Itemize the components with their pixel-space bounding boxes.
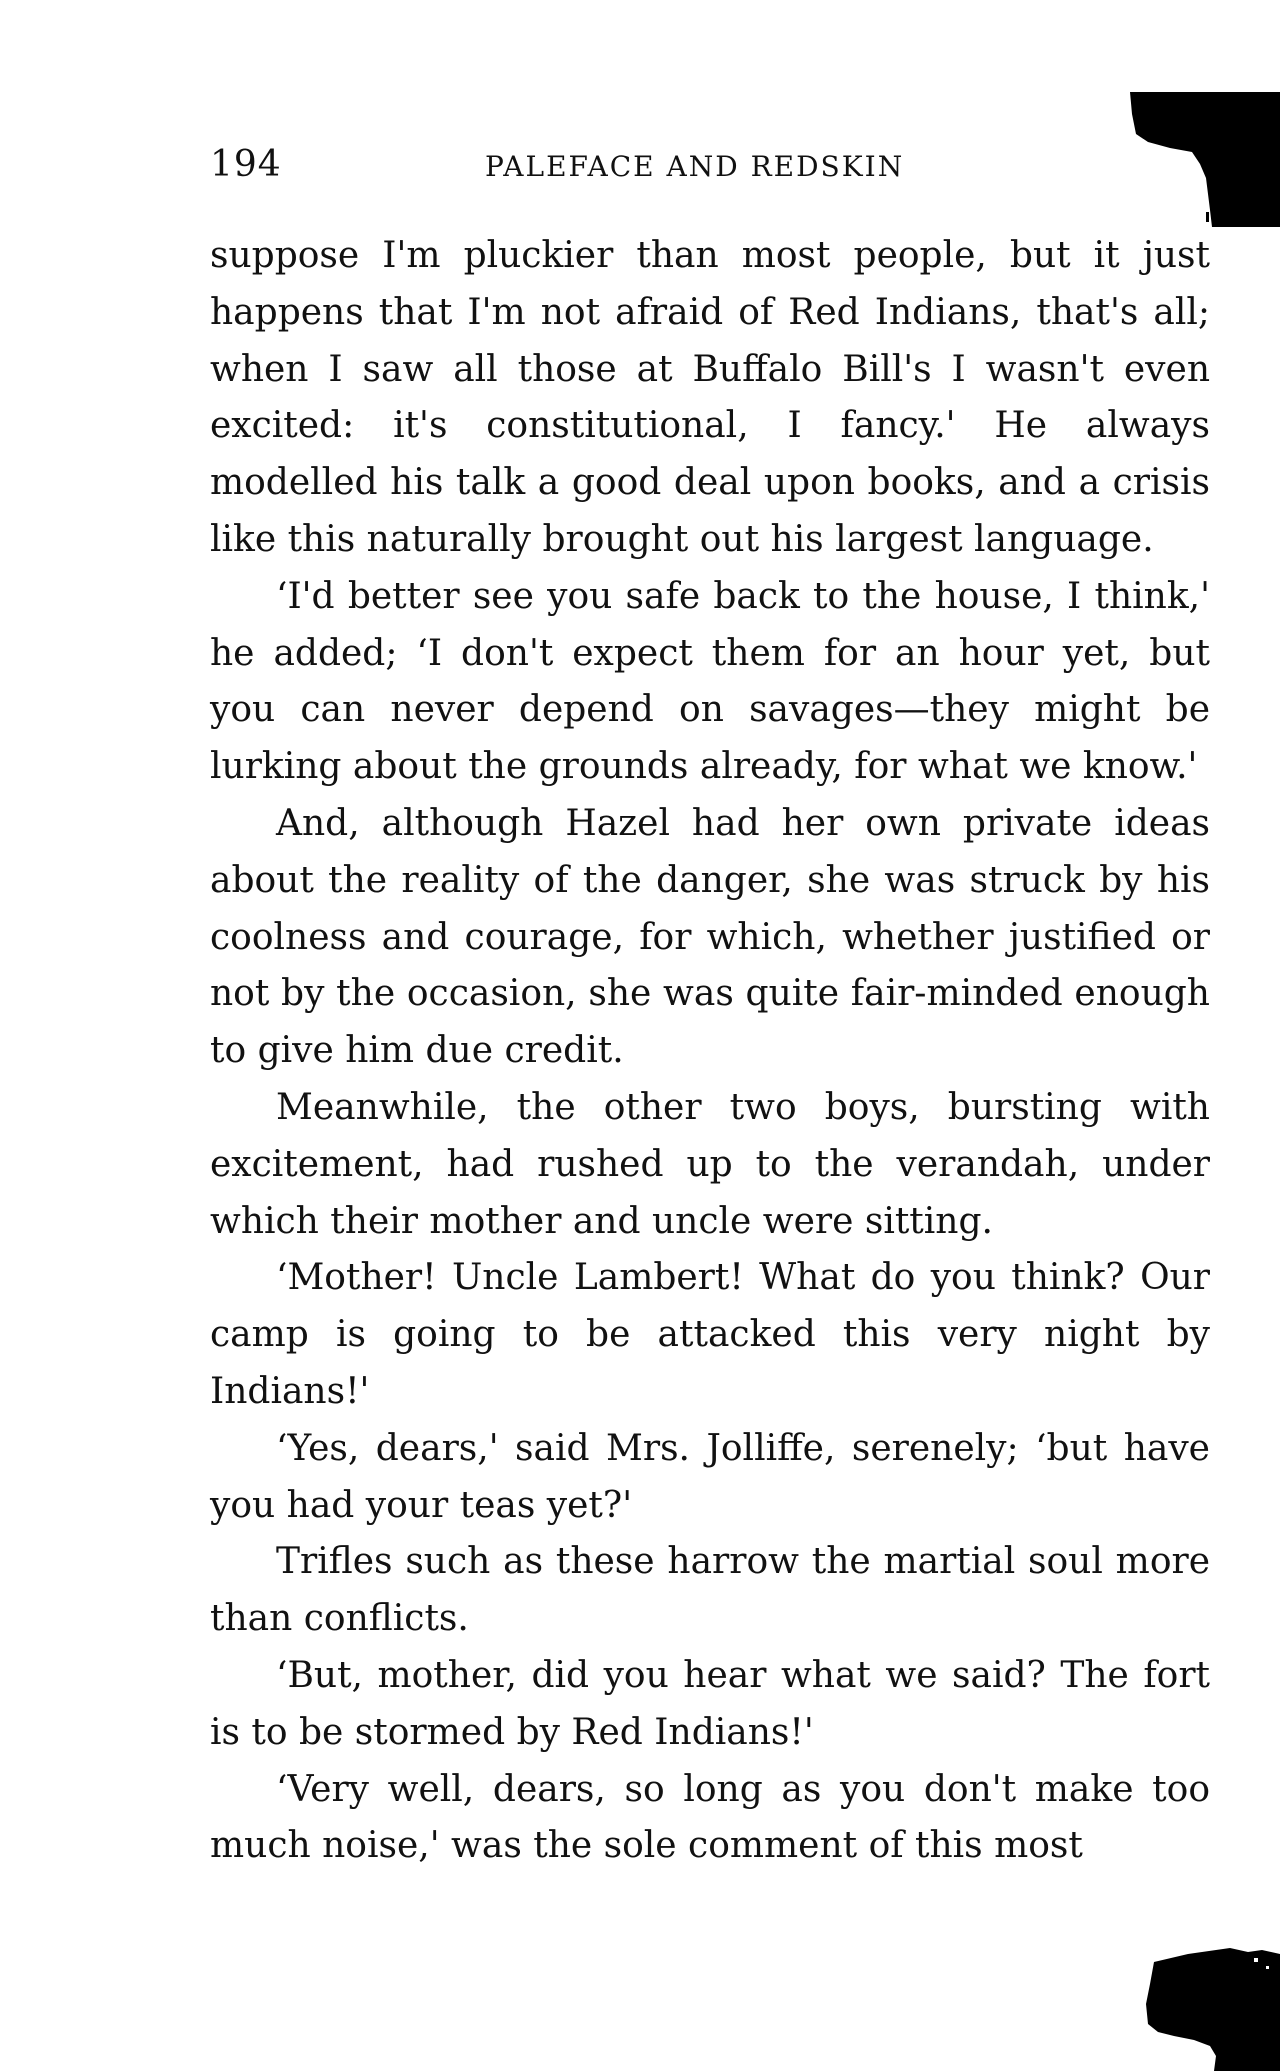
running-title: PALEFACE AND REDSKIN: [485, 150, 905, 183]
paragraph: Trifles such as these harrow the martial soul more than conflicts.: [210, 1541, 1210, 1640]
paragraph: ‘Yes, dears,' said Mrs. Jolliffe, serenely; ‘but have you had your teas yet?': [210, 1427, 1210, 1526]
paragraph: And, although Hazel had her own private ideas about the reality of the danger, she was struck by his coolness and courage, for which, whether justified or not by the occasion, she was quite fair-minded enough to give him due credit.: [210, 802, 1210, 1072]
page-number: 194: [210, 144, 282, 185]
paragraph: Meanwhile, the other two boys, bursting with excitement, had rushed up to the verandah, under which their mother and uncle were sitting.: [210, 1086, 1210, 1242]
paragraph: ‘Mother! Uncle Lambert! What do you think? Our camp is going to be attacked this very night by Indians!': [210, 1257, 1210, 1412]
scan-artifact-top: [1130, 92, 1280, 227]
running-head: [210, 140, 1210, 190]
paragraph: ‘But, mother, did you hear what we said? The fort is to be stormed by Red Indians!': [210, 1654, 1210, 1753]
paragraph-continuation: suppose I'm pluckier than most people, but it just happens that I'm not afraid of Red Indians, that's all; when I saw all those at Buffalo Bill's I wasn't even excited: it's constitutional, I fancy.' He always modelled his talk a good deal upon books, and a crisis like this naturally brought out his largest language.: [210, 235, 1210, 560]
body-text: [210, 228, 1210, 1875]
scan-artifact-bottom: [1130, 1948, 1280, 2071]
paragraph: ‘Very well, dears, so long as you don't make too much noise,' was the sole comment of this most: [210, 1768, 1210, 1867]
paragraph: ‘I'd better see you safe back to the house, I think,' he added; ‘I don't expect them for an hour yet, but you can never depend on savages—they might be lurking about the grounds already, for what we know.': [210, 575, 1210, 788]
